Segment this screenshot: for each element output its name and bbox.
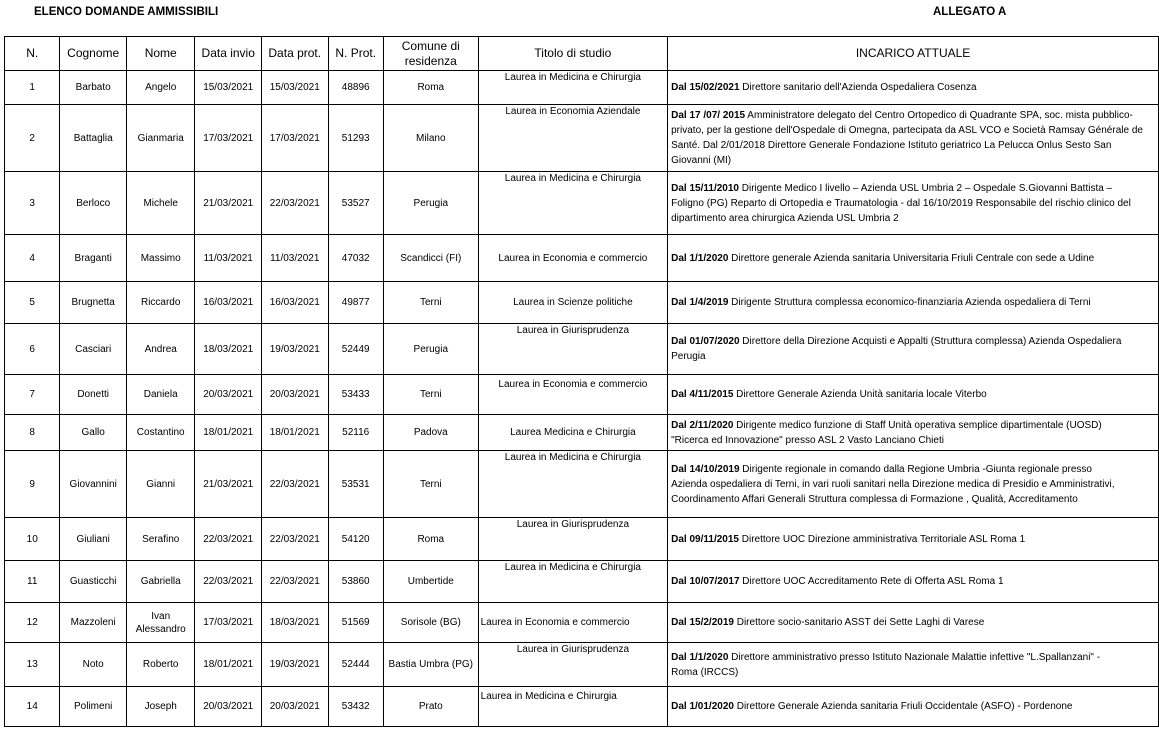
row-surname: Donetti: [60, 375, 127, 415]
role-description-line: Dirigente Struttura complessa economico-finanziaria Azienda ospedaliera di Terni: [728, 297, 1091, 308]
row-prot-date: 22/03/2021: [261, 518, 328, 561]
col-header-prot-number: N. Prot.: [328, 37, 383, 71]
row-name: Gianni: [126, 451, 195, 518]
row-degree: Laurea in Economia e commercio: [478, 235, 667, 282]
role-description-line: Direttore socio-sanitario ASST dei Sette Laghi di Varese: [733, 617, 985, 628]
col-header-degree: Titolo di studio: [478, 37, 667, 71]
table-row: [5, 105, 1159, 172]
row-send-date: 21/03/2021: [195, 451, 262, 518]
row-name: Massimo: [126, 235, 195, 282]
row-send-date: 22/03/2021: [195, 518, 262, 561]
table-row: [5, 415, 1159, 451]
row-number: 6: [5, 324, 60, 375]
col-header-current-role: INCARICO ATTUALE: [668, 37, 1159, 71]
row-degree: Laurea in Economia e commercio: [478, 375, 667, 415]
row-prot-number: 48896: [328, 71, 383, 105]
row-residence: Bastia Umbra (PG): [383, 643, 478, 687]
row-surname: Barbato: [60, 71, 127, 105]
table-row: [5, 71, 1159, 105]
role-description-line: Roma (IRCCS): [671, 666, 739, 678]
row-surname: Casciari: [60, 324, 127, 375]
row-degree: Laurea in Economia Aziendale: [478, 105, 667, 172]
row-name: Ivan Alessandro: [126, 603, 195, 643]
role-start-date: Dal 15/11/2010: [671, 182, 739, 194]
role-description-line: Direttore sanitario dell'Azienda Ospedaliera Cosenza: [739, 82, 977, 93]
row-residence: Perugia: [383, 172, 478, 235]
row-prot-date: 20/03/2021: [261, 375, 328, 415]
row-degree: Laurea in Medicina e Chirurgia: [478, 687, 667, 727]
row-number: 8: [5, 415, 60, 451]
row-prot-number: 51293: [328, 105, 383, 172]
row-name: Costantino: [126, 415, 195, 451]
row-current-role: [668, 71, 1159, 105]
row-surname: Polimeni: [60, 687, 127, 727]
row-send-date: 20/03/2021: [195, 687, 262, 727]
row-name: Angelo: [126, 71, 195, 105]
table-row: [5, 375, 1159, 415]
col-header-residence: Comune di residenza: [383, 37, 478, 71]
annex-label: ALLEGATO A: [933, 6, 1007, 18]
table-row: [5, 282, 1159, 324]
row-residence: Milano: [383, 105, 478, 172]
applications-table: [4, 36, 1159, 727]
row-prot-number: 53433: [328, 375, 383, 415]
row-number: 14: [5, 687, 60, 727]
row-degree: Laurea in Giurisprudenza: [478, 324, 667, 375]
row-residence: Scandicci (FI): [383, 235, 478, 282]
table-row: [5, 172, 1159, 235]
table-row: [5, 324, 1159, 375]
row-name: Roberto: [126, 643, 195, 687]
row-prot-number: 49877: [328, 282, 383, 324]
row-send-date: 18/01/2021: [195, 643, 262, 687]
role-description-line: Amministratore delegato del Centro Ortopedico di Quadrante SPA, soc. mista pubblico-: [745, 110, 1133, 121]
row-residence: Prato: [383, 687, 478, 727]
row-current-role: [668, 375, 1159, 415]
row-send-date: 17/03/2021: [195, 105, 262, 172]
row-number: 1: [5, 71, 60, 105]
table-body: [5, 71, 1159, 727]
row-prot-number: 53531: [328, 451, 383, 518]
row-degree: Laurea in Economia e commercio: [478, 603, 667, 643]
role-description-line: Azienda ospedaliera di Terni, in vari ruoli sanitari nella Direzione medica di Presidio e Amministrativi,: [671, 478, 1115, 490]
row-prot-number: 52449: [328, 324, 383, 375]
row-prot-date: 17/03/2021: [261, 105, 328, 172]
table-row: [5, 561, 1159, 603]
row-name: Gabriella: [126, 561, 195, 603]
document-title: ELENCO DOMANDE AMMISSIBILI: [34, 6, 219, 18]
row-surname: Braganti: [60, 235, 127, 282]
role-description-line: dipartimento area chirurgica Azienda USL Umbria 2: [671, 212, 899, 224]
row-degree: Laurea in Medicina e Chirurgia: [478, 71, 667, 105]
row-residence: Umbertide: [383, 561, 478, 603]
row-current-role: [668, 235, 1159, 282]
row-number: 7: [5, 375, 60, 415]
row-prot-date: 16/03/2021: [261, 282, 328, 324]
row-prot-date: 22/03/2021: [261, 451, 328, 518]
row-current-role: [668, 687, 1159, 727]
role-description-line: Dirigente medico funzione di Staff Unità operativa semplice dipartimentale (UOSD): [733, 419, 1102, 431]
row-residence: Roma: [383, 71, 478, 105]
row-number: 10: [5, 518, 60, 561]
row-degree: Laurea in Giurisprudenza: [478, 518, 667, 561]
role-description-line: Direttore generale Azienda sanitaria Universitaria Friuli Centrale con sede a Udine: [728, 252, 1095, 264]
role-start-date: Dal 10/07/2017: [671, 576, 740, 587]
role-start-date: Dal 1/01/2020: [671, 701, 734, 712]
row-number: 12: [5, 603, 60, 643]
row-current-role: [668, 561, 1159, 603]
row-name: Michele: [126, 172, 195, 235]
role-description-line: Dirigente Medico I livello – Azienda USL Umbria 2 – Ospedale S.Giovanni Battista –: [738, 182, 1113, 194]
row-surname: Giuliani: [60, 518, 127, 561]
role-description-line: Direttore della Direzione Acquisti e Appalti (Struttura complessa) Azienda Ospedaliera: [739, 336, 1122, 347]
row-send-date: 17/03/2021: [195, 603, 262, 643]
row-prot-date: 11/03/2021: [261, 235, 328, 282]
role-start-date: Dal 09/11/2015: [671, 533, 739, 545]
role-description-line: Dirigente regionale in comando dalla Regione Umbria -Giunta regionale presso: [739, 463, 1092, 475]
row-name: Andrea: [126, 324, 195, 375]
role-start-date: Dal 14/10/2019: [671, 463, 740, 475]
row-prot-number: 52116: [328, 415, 383, 451]
row-prot-number: 53860: [328, 561, 383, 603]
row-residence: Terni: [383, 375, 478, 415]
row-surname: Mazzoleni: [60, 603, 127, 643]
row-number: 5: [5, 282, 60, 324]
row-surname: Noto: [60, 643, 127, 687]
col-header-number: N.: [5, 37, 60, 71]
row-number: 9: [5, 451, 60, 518]
role-start-date: Dal 1/4/2019: [671, 297, 729, 308]
role-description-line: privato, per la gestione dell'Ospedale di Omegna, partecipata da ASL VCO e Società Ramsay Générale de: [671, 125, 1143, 136]
col-header-prot-date: Data prot.: [261, 37, 328, 71]
row-prot-date: 20/03/2021: [261, 687, 328, 727]
table-row: [5, 451, 1159, 518]
row-name: Riccardo: [126, 282, 195, 324]
role-description-line: Direttore UOC Accreditamento Rete di Offerta ASL Roma 1: [739, 576, 1004, 587]
row-residence: Terni: [383, 451, 478, 518]
row-number: 4: [5, 235, 60, 282]
row-current-role: [668, 105, 1159, 172]
col-header-name: Nome: [126, 37, 195, 71]
role-start-date: Dal 15/02/2021: [671, 82, 740, 93]
row-prot-number: 53527: [328, 172, 383, 235]
row-current-role: [668, 518, 1159, 561]
row-prot-date: 22/03/2021: [261, 172, 328, 235]
role-description-line: Direttore amministrativo presso Istituto Nazionale Malattie infettive "L.Spallanzani" -: [728, 651, 1101, 663]
row-number: 2: [5, 105, 60, 172]
row-surname: Berloco: [60, 172, 127, 235]
row-surname: Battaglia: [60, 105, 127, 172]
role-description-line: Foligno (PG) Reparto di Ortopedia e Traumatologia - dal 16/10/2019 Responsabile del rischio clinico del: [671, 197, 1131, 209]
row-send-date: 11/03/2021: [195, 235, 262, 282]
row-surname: Brugnetta: [60, 282, 127, 324]
row-current-role: [668, 603, 1159, 643]
row-number: 3: [5, 172, 60, 235]
row-current-role: [668, 451, 1159, 518]
role-start-date: Dal 17 /07/ 2015: [671, 110, 746, 121]
row-prot-number: 54120: [328, 518, 383, 561]
row-send-date: 22/03/2021: [195, 561, 262, 603]
row-prot-date: 19/03/2021: [261, 643, 328, 687]
row-name: Gianmaria: [126, 105, 195, 172]
role-description-line: Perugia: [671, 351, 706, 362]
row-residence: Terni: [383, 282, 478, 324]
row-residence: Roma: [383, 518, 478, 561]
role-description-line: Direttore Generale Azienda sanitaria Friuli Occidentale (ASFO) - Pordenone: [733, 701, 1073, 712]
row-prot-date: 19/03/2021: [261, 324, 328, 375]
row-prot-number: 53432: [328, 687, 383, 727]
row-number: 11: [5, 561, 60, 603]
row-degree: Laurea Medicina e Chirurgia: [478, 415, 667, 451]
row-current-role: [668, 282, 1159, 324]
row-residence: Perugia: [383, 324, 478, 375]
table-row: [5, 235, 1159, 282]
table-row: [5, 518, 1159, 561]
role-start-date: Dal 01/07/2020: [671, 336, 740, 347]
row-send-date: 18/01/2021: [195, 415, 262, 451]
row-current-role: [668, 643, 1159, 687]
table-row: [5, 643, 1159, 687]
row-degree: Laurea in Medicina e Chirurgia: [478, 451, 667, 518]
row-surname: Guasticchi: [60, 561, 127, 603]
role-start-date: Dal 1/1/2020: [671, 252, 729, 264]
row-residence: Padova: [383, 415, 478, 451]
role-start-date: Dal 15/2/2019: [671, 617, 734, 628]
row-surname: Giovannini: [60, 451, 127, 518]
row-degree: Laurea in Medicina e Chirurgia: [478, 561, 667, 603]
row-send-date: 18/03/2021: [195, 324, 262, 375]
role-description-line: Direttore UOC Direzione amministrativa Territoriale ASL Roma 1: [738, 533, 1026, 545]
row-prot-date: 18/01/2021: [261, 415, 328, 451]
row-prot-number: 47032: [328, 235, 383, 282]
row-current-role: [668, 415, 1159, 451]
role-start-date: Dal 4/11/2015: [671, 389, 734, 400]
role-start-date: Dal 1/1/2020: [671, 651, 729, 663]
row-send-date: 15/03/2021: [195, 71, 262, 105]
table-row: [5, 687, 1159, 727]
row-current-role: [668, 172, 1159, 235]
row-send-date: 20/03/2021: [195, 375, 262, 415]
row-degree: Laurea in Giurisprudenza: [478, 643, 667, 687]
table-row: [5, 603, 1159, 643]
row-send-date: 16/03/2021: [195, 282, 262, 324]
row-prot-number: 51569: [328, 603, 383, 643]
row-name: Joseph: [126, 687, 195, 727]
row-surname: Gallo: [60, 415, 127, 451]
row-degree: Laurea in Scienze politiche: [478, 282, 667, 324]
role-start-date: Dal 2/11/2020: [671, 419, 734, 431]
role-description-line: Direttore Generale Azienda Unità sanitaria locale Viterbo: [733, 389, 987, 400]
role-description-line: Coordinamento Affari Generali Struttura complessa di Formazione , Qualità, Accreditamento: [671, 493, 1078, 505]
role-description-line: Santé. Dal 2/01/2018 Direttore Generale Fondazione Istituto geriatrico La Pelucca Onlus Sesto San: [671, 140, 1112, 151]
row-prot-date: 18/03/2021: [261, 603, 328, 643]
row-number: 13: [5, 643, 60, 687]
row-residence: Sorisole (BG): [383, 603, 478, 643]
role-description-line: Giovanni (MI): [671, 155, 732, 166]
row-degree: Laurea in Medicina e Chirurgia: [478, 172, 667, 235]
col-header-surname: Cognome: [60, 37, 127, 71]
row-prot-number: 52444: [328, 643, 383, 687]
row-name: Daniela: [126, 375, 195, 415]
row-send-date: 21/03/2021: [195, 172, 262, 235]
col-header-send-date: Data invio: [195, 37, 262, 71]
row-prot-date: 22/03/2021: [261, 561, 328, 603]
row-current-role: [668, 324, 1159, 375]
table-header-row: [5, 37, 1159, 71]
role-description-line: "Ricerca ed Innovazione" presso ASL 2 Vasto Lanciano Chieti: [671, 434, 944, 446]
row-prot-date: 15/03/2021: [261, 71, 328, 105]
row-name: Serafino: [126, 518, 195, 561]
